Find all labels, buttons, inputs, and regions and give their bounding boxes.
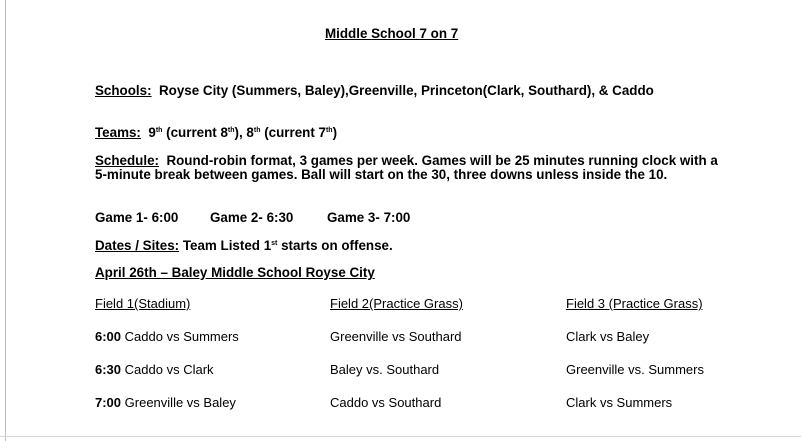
teams-text: ), 8 [234,125,254,140]
game-time: 6:00 [95,329,122,344]
matchup: Caddo vs Clark [124,362,214,377]
teams-text: (current 8 [162,125,228,140]
ordinal-suffix: th [253,127,261,134]
schedule-row-2-field-1 [95,362,214,377]
game-2-time: Game 2- 6:30 [210,210,294,225]
schedule-paragraph [95,154,720,182]
field-1-header: Field 1(Stadium) [95,296,191,311]
dates-sites-text: starts on offense. [277,238,393,253]
ordinal-suffix: th [325,127,333,134]
dates-sites-label: Dates / Sites: [95,238,180,253]
schools-text: Royse City (Summers, Baley),Greenville, Princeton(Clark, Southard), & Caddo [159,83,654,98]
page-edge [5,0,6,441]
game-3-time: Game 3- 7:00 [327,210,411,225]
teams-text: 9 [148,125,156,140]
teams-text: (current 7 [260,125,326,140]
event-heading: April 26th – Baley Middle School Royse City [95,265,375,280]
teams-label: Teams: [95,125,141,140]
game-time: 6:30 [95,362,122,377]
ordinal-suffix: st [271,240,278,247]
game-1-time: Game 1- 6:00 [95,210,179,225]
teams-paragraph [95,126,735,140]
teams-text: ) [332,125,338,140]
page-edge [0,436,801,437]
schools-label: Schools: [95,83,152,98]
dates-sites-paragraph [95,239,735,253]
document-title: Middle School 7 on 7 [325,26,459,41]
game-time: 7:00 [95,395,122,410]
dates-sites-text: Team Listed 1 [179,238,272,253]
schedule-row-3-field-2: Caddo vs Southard [330,395,442,410]
field-3-header: Field 3 (Practice Grass) [566,296,703,311]
ordinal-suffix: th [227,127,235,134]
schedule-row-3-field-1 [95,395,236,410]
schools-paragraph [95,84,735,98]
schedule-row-1-field-1 [95,329,239,344]
matchup: Greenville vs Baley [124,395,236,410]
schedule-row-1-field-2: Greenville vs Southard [330,329,462,344]
schedule-row-3-field-3: Clark vs Summers [566,395,673,410]
ordinal-suffix: th [155,127,163,134]
schedule-row-2-field-3: Greenville vs. Summers [566,362,704,377]
field-2-header: Field 2(Practice Grass) [330,296,463,311]
schedule-label: Schedule: [95,153,159,168]
schedule-row-1-field-3: Clark vs Baley [566,329,650,344]
schedule-row-2-field-2: Baley vs. Southard [330,362,440,377]
matchup: Caddo vs Summers [124,329,239,344]
schedule-text: Round-robin format, 3 games per week. Games will be 25 minutes running clock with a 5-minute break between games. Ball will start on the 30, three downs unless inside the 10. [95,153,718,182]
